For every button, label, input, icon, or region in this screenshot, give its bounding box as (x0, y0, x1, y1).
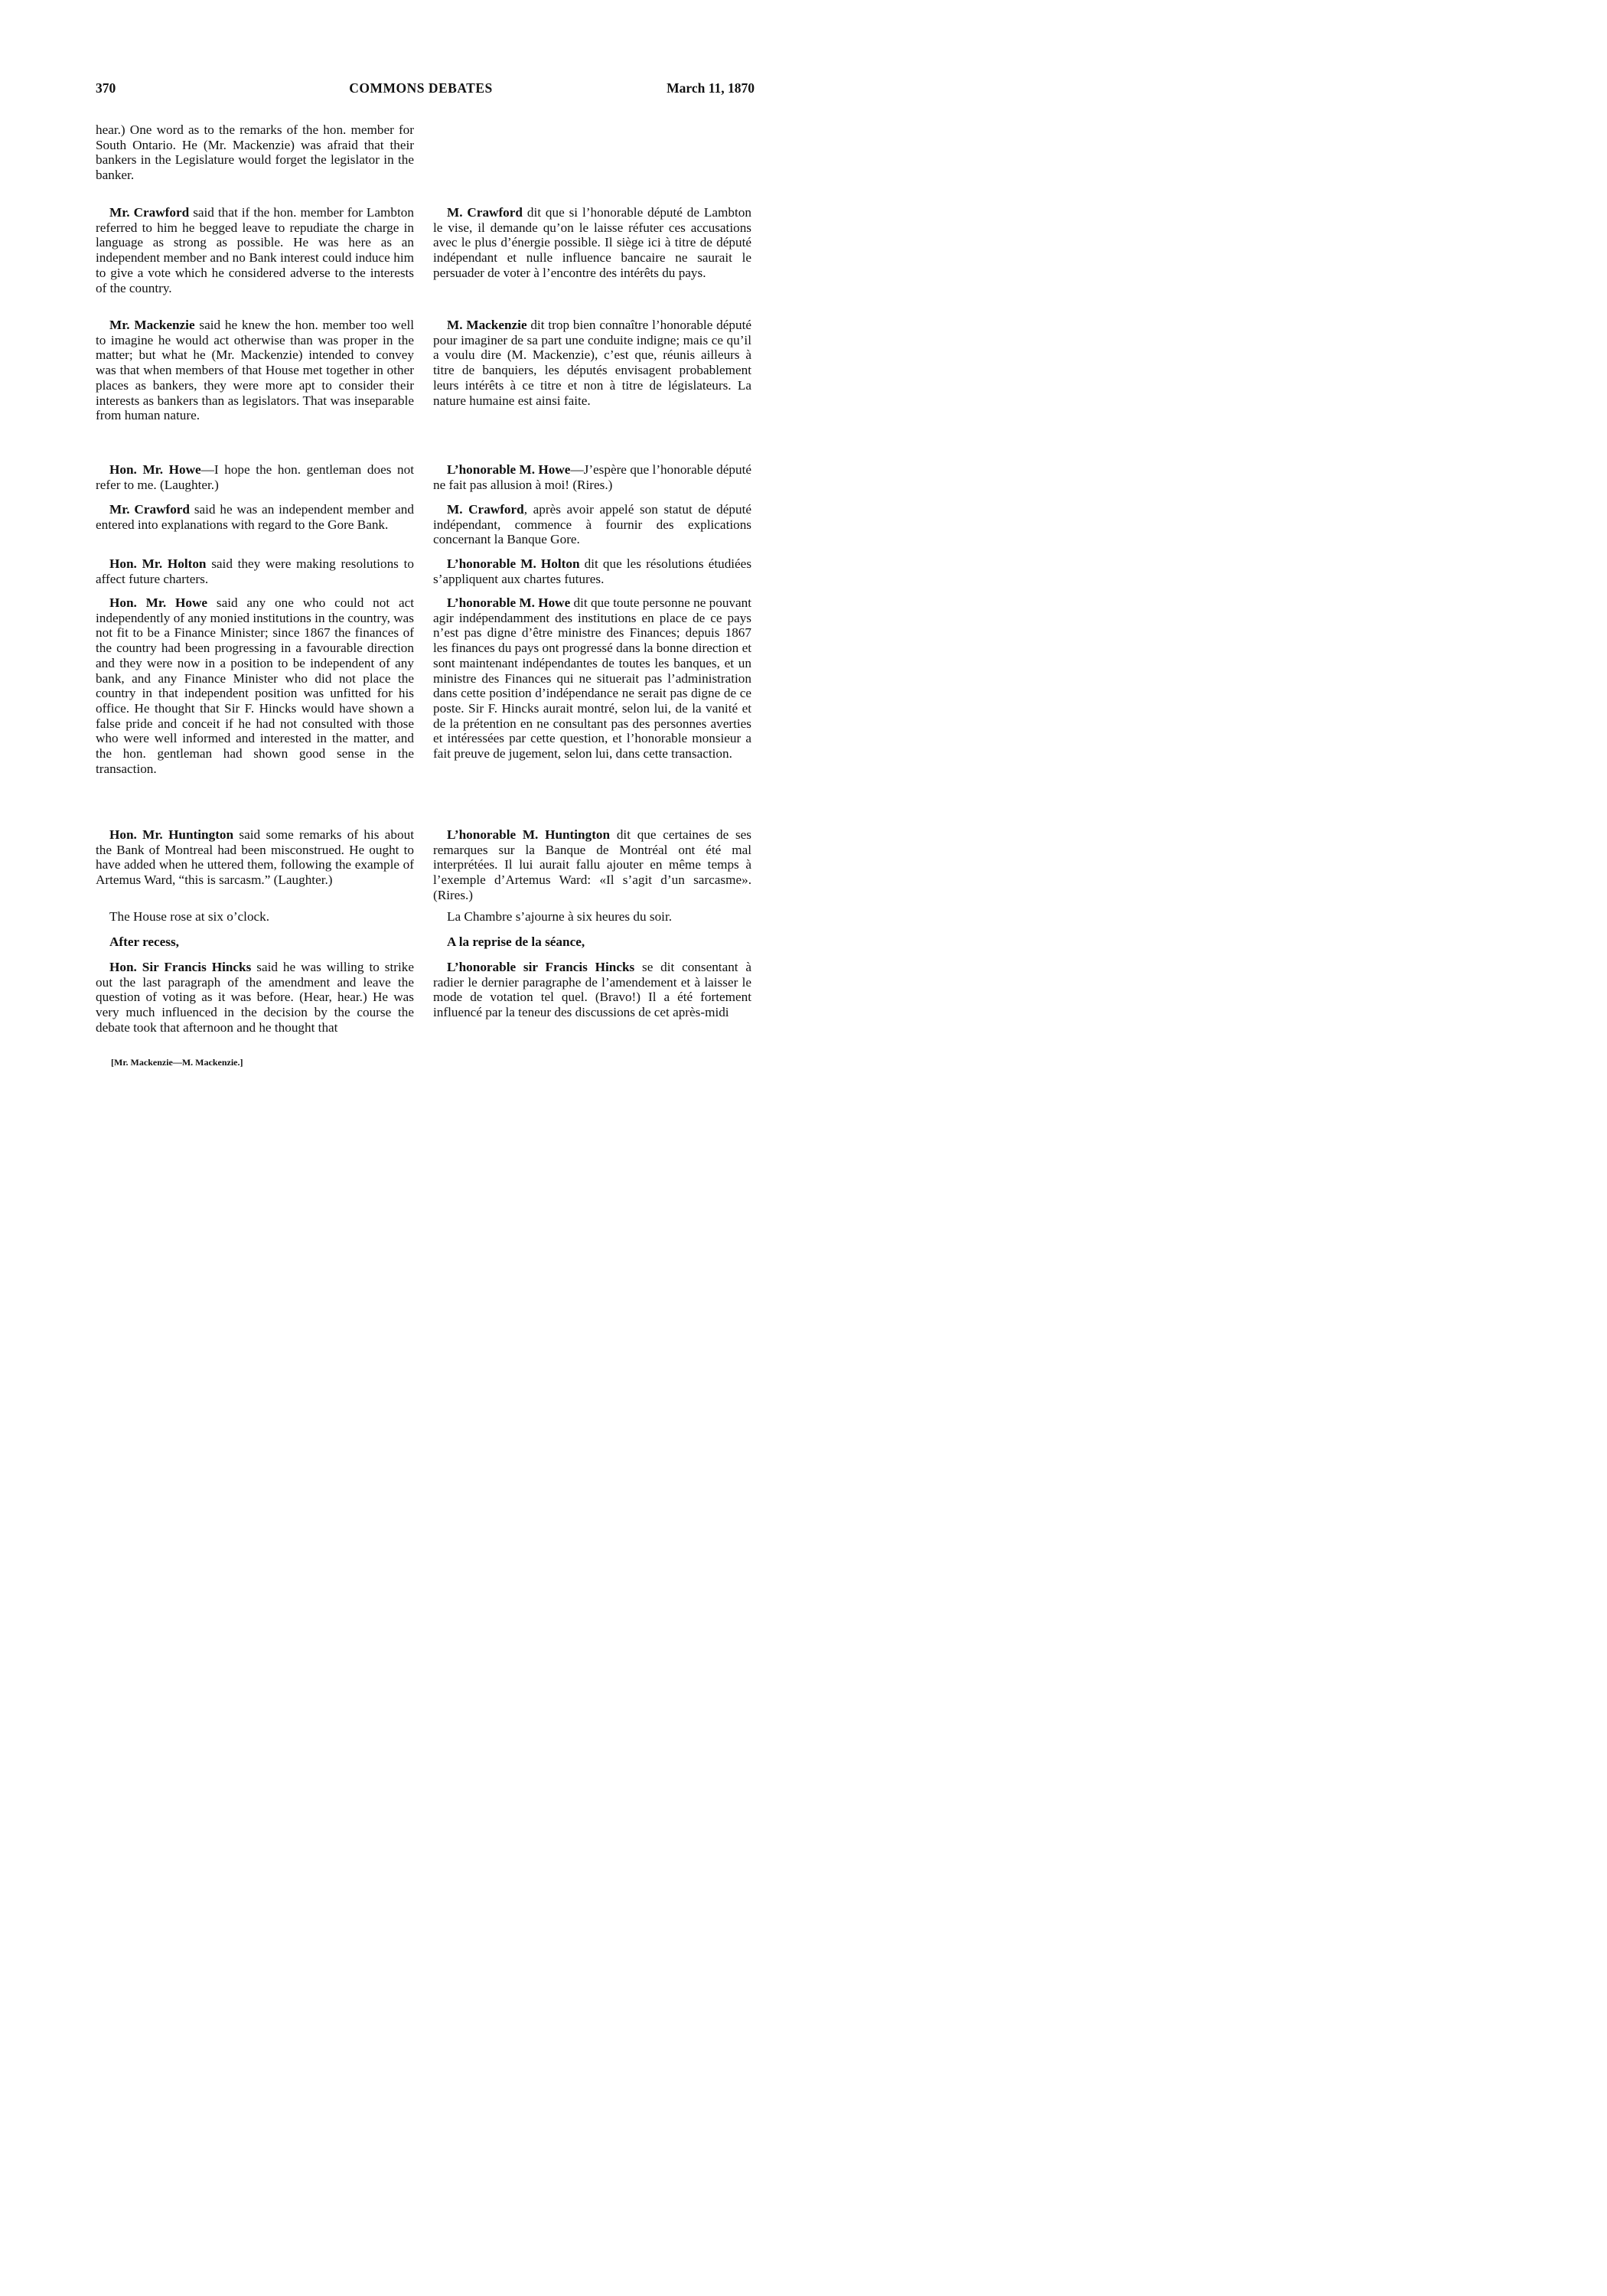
speech-text: dit que toute personne ne pouvant agir indépendamment des institutions en place de ce pays n’est pas digne d’être ministre des Finances; depuis 1867 les finances du pays ont progressé dans la bonne direction et sont maintenant indépendantes de toutes les banques, et un ministre des Finances qui ne situerait pas l’administration dans cette position d’indépendance ne serait pas digne de ce poste. Sir F. Hincks aurait montré, selon lui, de la vanité et de la prétention en ne consultant pas des personnes averties et intéressées par cette question, et l’honorable monsieur a fait preuve de jugement, selon lui, dans cette transaction. (433, 595, 752, 762)
speech-text: dit que certaines de ses remarques sur la Banque de Montréal ont été mal interprétées. Il lui aurait fallu ajouter en même temps à l’exemple d’Artemus Ward: «Il s’agit d’un sarcasme». (Rires.) (433, 827, 751, 902)
speech-text: dit que si l’honorable député de Lambton le vise, il demande qu’on le laisse réfuter ces accusations avec le plus d’énergie possible. Il siège ici à titre de député indépendant et nulle influence bancaire ne saurait le persuader de voter à l’encontre des intérêts du pays. (433, 205, 751, 280)
speech-text: said they were making resolutions to affect future charters. (96, 556, 414, 586)
speaker-name: L’honorable M. Holton (447, 556, 580, 571)
speech-text: said he was willing to strike out the last paragraph of the amendment and leave the question of voting as it was before. (Hear, hear.) He was very much influenced in the decision by the course the debate took that afternoon and he thought that (96, 960, 414, 1035)
left-para-7 (96, 827, 414, 888)
speaker-name: Hon. Sir Francis Hincks (109, 960, 252, 974)
speech-text: —I hope the hon. gentleman does not refer to me. (Laughter.) (96, 462, 414, 492)
right-para-5 (433, 556, 751, 586)
right-para-8: La Chambre s’ajourne à six heures du soir. (447, 909, 673, 924)
speech-text: said any one who could not act independently of any monied institutions in the country, was not fit to be a Finance Minister; since 1867 the finances of the country had been progressing in a favourable direction and they were now in a position to be independent of any bank, and any Finance Minister who did not place the country in that independent position was unfitted for his office. He thought that Sir F. Hincks would have shown a false pride and conceit if he had not consulted with those who were well informed and interested in the matter, and the hon. gentleman had shown good sense in the transaction. (96, 595, 414, 776)
speaker-name: Mr. Crawford (109, 205, 190, 220)
speech-text: said he was an independent member and entered into explanations with regard to the Gore Bank. (96, 502, 414, 532)
speaker-name: L’honorable M. Howe (447, 462, 571, 477)
speaker-name: Mr. Crawford (109, 502, 190, 517)
left-para-8: The House rose at six o’clock. (109, 909, 270, 924)
speech-text: se dit consentant à radier le dernier paragraphe de l’amendement et à laisser le mode de votation tel quel. (Bravo!) Il a été fortement influencé par la teneur des discussions de cet après-midi (433, 960, 751, 1020)
left-para-10 (96, 960, 414, 1035)
right-para-3 (433, 462, 751, 492)
speech-text: —J’espère que l’honorable député ne fait pas allusion à moi! (Rires.) (433, 462, 751, 492)
speaker-name: L’honorable M. Howe (447, 595, 571, 610)
right-para-10 (433, 960, 751, 1020)
speech-text: dit trop bien connaître l’honorable député pour imaginer de sa part une conduite indigne; mais ce qu’il a voulu dire (M. Mackenzie), c’est que, réunis ailleurs à titre de banquiers, les députés envisagent probablement leurs intérêts à ce titre et non à titre de législateurs. La nature humaine est ainsi faite. (433, 318, 751, 408)
right-para-7 (433, 827, 751, 903)
right-para-2 (433, 318, 751, 408)
speaker-name: M. Mackenzie (447, 318, 527, 332)
document-page (0, 0, 842, 1189)
right-para-6 (433, 595, 751, 762)
speaker-name: M. Crawford (447, 502, 524, 517)
left-para-6 (96, 595, 414, 776)
speaker-name: L’honorable sir Francis Hincks (447, 960, 635, 974)
left-para-3 (96, 462, 414, 492)
speech-text: dit que les résolutions étudiées s’appliquent aux chartes futures. (433, 556, 752, 586)
footer-note: [Mr. Mackenzie—M. Mackenzie.] (111, 1057, 243, 1068)
speaker-name: Hon. Mr. Howe (109, 595, 208, 610)
speaker-name: L’honorable M. Huntington (447, 827, 611, 842)
right-para-9: A la reprise de la séance, (447, 934, 585, 949)
right-para-4 (433, 502, 751, 547)
page-number: 370 (96, 80, 116, 96)
speech-text: said he knew the hon. member too well to imagine he would act otherwise than was proper in the matter; but what he (Mr. Mackenzie) intended to convey was that when members of that House met together in other places as bankers, they were more apt to consider their interests as bankers than as legislators. That was inseparable from human nature. (96, 318, 414, 423)
speaker-name: Mr. Mackenzie (109, 318, 195, 332)
speaker-name: M. Crawford (447, 205, 523, 220)
speaker-name: Hon. Mr. Holton (109, 556, 207, 571)
speech-text: said that if the hon. member for Lambton referred to him he begged leave to repudiate the charge in language as strong as possible. He was here as an independent member and no Bank interest could induce him to give a vote which he considered adverse to the interests of the country. (96, 205, 414, 295)
speaker-name: Hon. Mr. Huntington (109, 827, 234, 842)
left-para-2 (96, 318, 414, 423)
speaker-name: Hon. Mr. Howe (109, 462, 201, 477)
left-para-5 (96, 556, 414, 586)
publication-title: COMMONS DEBATES (349, 80, 493, 96)
left-para-9: After recess, (109, 934, 179, 949)
left-para-1 (96, 205, 414, 295)
right-para-1 (433, 205, 751, 281)
speech-text: said some remarks of his about the Bank of Montreal had been misconstrued. He ought to have added when he uttered them, following the example of Artemus Ward, “this is sarcasm.” (Laughter.) (96, 827, 414, 888)
left-para-0: hear.) One word as to the remarks of the hon. member for South Ontario. He (Mr. Mackenzie) was afraid that their bankers in the Legislature would forget the legislator in the banker. (96, 122, 414, 183)
page-date: March 11, 1870 (667, 80, 755, 96)
left-para-4 (96, 502, 414, 532)
speech-text: , après avoir appelé son statut de député indépendant, commence à fournir des explications concernant la Banque Gore. (433, 502, 751, 547)
